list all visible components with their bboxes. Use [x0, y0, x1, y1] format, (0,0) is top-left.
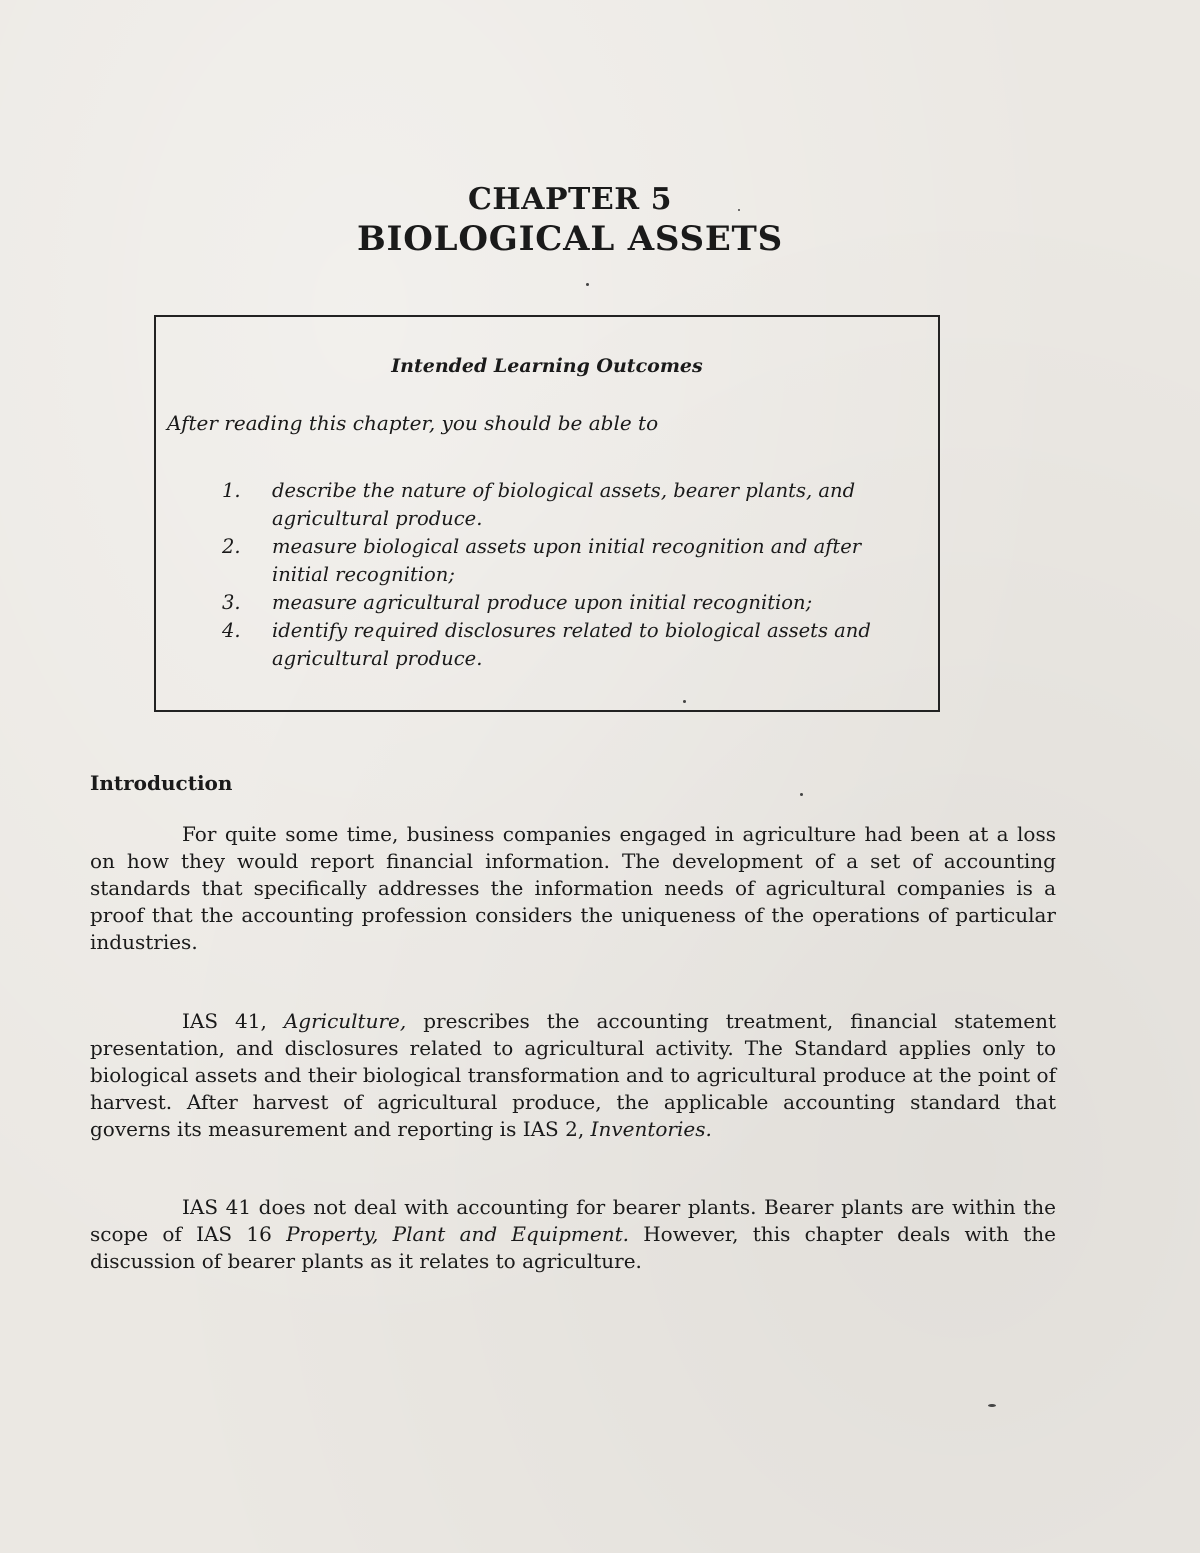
list-item-number: 2.: [222, 535, 241, 558]
list-item-number: 1.: [222, 479, 241, 502]
learning-outcomes-heading: Intended Learning Outcomes: [391, 355, 703, 377]
chapter-heading: [0, 183, 1140, 259]
list-item-text: measure biological assets upon initial recognition and after initial recognition;: [272, 535, 862, 586]
chapter-number: CHAPTER 5: [468, 182, 672, 217]
list-item-text: describe the nature of biological assets, bearer plants, and agricultural produce.: [272, 479, 856, 530]
standard-title: Inventories.: [590, 1117, 712, 1141]
list-item-text: measure agricultural produce upon initial recognition;: [272, 591, 813, 614]
learning-outcomes-list: [216, 477, 916, 673]
scan-speck: [988, 1404, 996, 1407]
chapter-title: BIOLOGICAL ASSETS: [356, 218, 784, 259]
scan-speck: [800, 793, 803, 796]
scan-speck: [683, 700, 686, 703]
paragraph-text: IAS 41,: [182, 1009, 284, 1033]
paragraph-text: prescribes the accounting treatment, financial statement presentation, and disclosures related to agricultural activity. The Standard applies only to biological assets and their biological transformation and to agricultural produce at the point of harvest. After harvest of agricultural produce, the applicable accounting standard that governs its measurement and reporting is IAS 2,: [90, 1009, 1056, 1141]
paragraph-text: However, this chapter deals with the discussion of bearer plants as it relates to agriculture.: [90, 1222, 1056, 1273]
learning-outcomes-intro: After reading this chapter, you should be able to: [167, 411, 659, 435]
list-item: [216, 477, 916, 533]
list-item-number: 4.: [222, 619, 241, 642]
learning-outcomes-box: [154, 315, 940, 712]
scan-speck: [738, 209, 740, 211]
list-item-text: identify required disclosures related to biological assets and agricultural produce.: [272, 619, 871, 670]
section-heading-introduction: Introduction: [90, 771, 233, 795]
paragraph-text: IAS 41 does not deal with accounting for bearer plants. Bearer plants are within the scope of IAS 16: [90, 1195, 1056, 1246]
list-item: [216, 617, 916, 673]
list-item-number: 3.: [222, 591, 241, 614]
scan-speck: [586, 283, 589, 286]
paragraph-1: For quite some time, business companies engaged in agriculture had been at a loss on how they would report financial information. The development of a set of accounting standards that specifically addresses the information needs of agricultural companies is a proof that the accounting profession considers the uniqueness of the operations of particular industries.: [90, 822, 1056, 954]
standard-title: Property, Plant and Equipment.: [286, 1222, 629, 1246]
list-item: [216, 589, 916, 617]
list-item: [216, 533, 916, 589]
paragraph-2: [90, 1008, 1056, 1143]
standard-title: Agriculture,: [283, 1009, 407, 1033]
paragraph-3: [90, 1194, 1056, 1275]
